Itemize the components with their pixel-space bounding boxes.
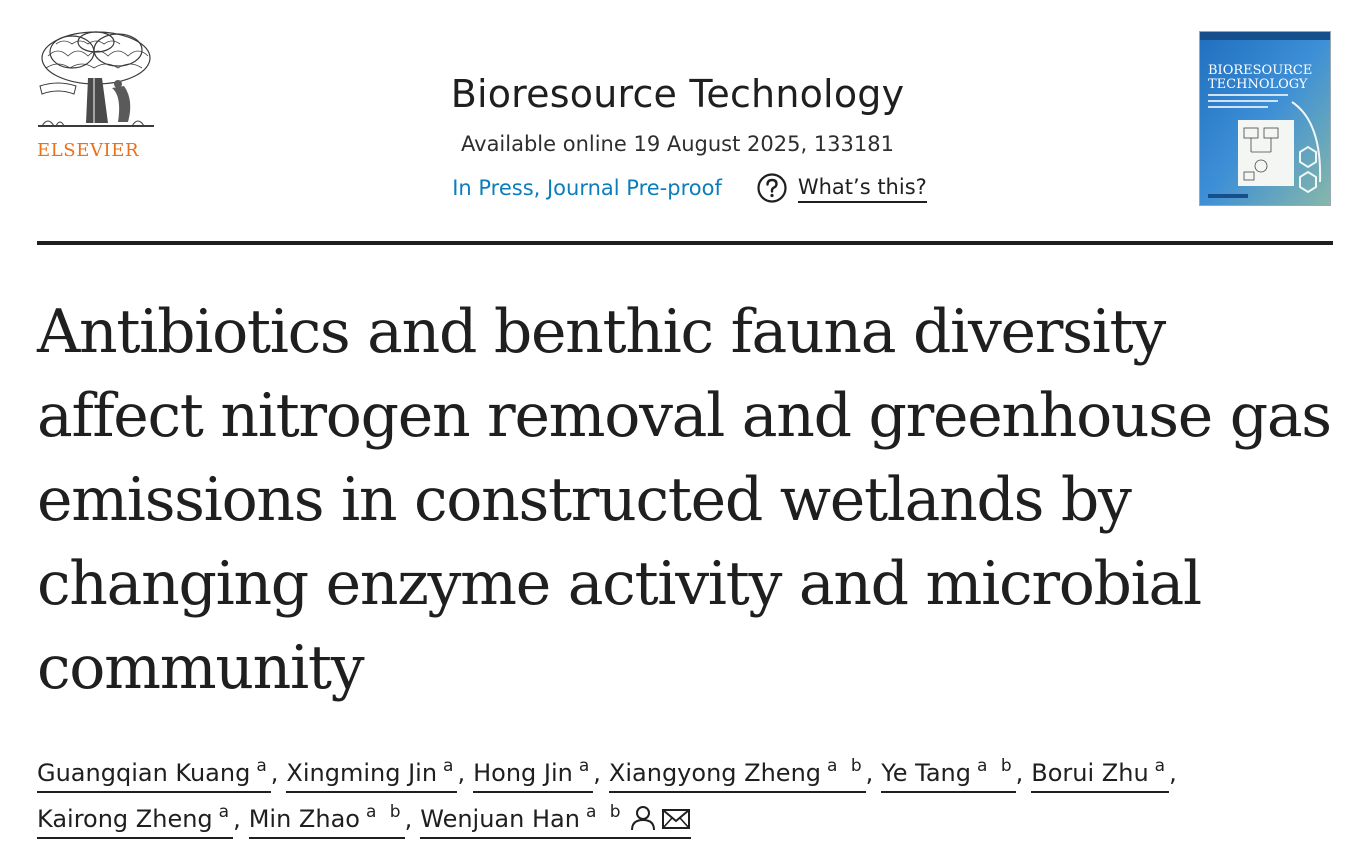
author-separator: , (865, 759, 874, 787)
author-link[interactable] (249, 802, 405, 839)
author-name: Min Zhao (248, 805, 360, 833)
article-title-line: changing enzyme activity and microbial (37, 549, 1201, 619)
available-online-text: Available online 19 August 2025, 133181 (461, 132, 894, 156)
corresponding-author-link[interactable] (420, 802, 690, 839)
article-title-line: affect nitrogen removal and greenhouse gas (37, 381, 1331, 451)
author-line (37, 796, 1337, 842)
author-separator: , (270, 759, 279, 787)
question-circle-icon (756, 172, 788, 204)
author-affiliation: a b (977, 756, 1016, 776)
article-title-line: Antibiotics and benthic fauna diversity (37, 297, 1165, 367)
author-affiliation: a b (585, 802, 625, 822)
cover-title-line1: BIORESOURCE (1208, 63, 1313, 78)
author-name: Hong Jin (473, 759, 573, 787)
author-name: Kairong Zheng (37, 805, 213, 833)
cover-title-line2: TECHNOLOGY (1208, 77, 1308, 92)
author-separator: , (404, 805, 413, 833)
author-line (37, 750, 1337, 796)
article-title-line: community (37, 633, 364, 703)
author-link[interactable] (286, 756, 457, 793)
journal-cover-art (1200, 32, 1330, 205)
author-link[interactable] (609, 756, 866, 793)
whats-this-button[interactable] (756, 172, 927, 204)
author-affiliation: a (218, 802, 234, 822)
person-icon (629, 805, 657, 831)
envelope-icon (661, 807, 691, 831)
author-separator: , (233, 805, 241, 833)
article-title (37, 290, 1337, 710)
author-name: Wenjuan Han (420, 805, 580, 833)
publisher-name: ELSEVIER (37, 140, 140, 161)
author-affiliation: a (443, 756, 458, 776)
author-affiliation: a (256, 756, 271, 776)
author-link[interactable] (473, 756, 593, 793)
author-affiliation: a (578, 756, 594, 776)
author-separator: , (593, 759, 601, 787)
author-name: Xingming Jin (286, 759, 438, 787)
author-separator: , (457, 759, 466, 787)
author-name: Guangqian Kuang (37, 759, 251, 787)
journal-header (300, 68, 1055, 204)
author-affiliation: a b (365, 802, 405, 822)
author-separator: , (1015, 759, 1024, 787)
article-title-line: emissions in constructed wetlands by (37, 465, 1131, 535)
author-name: Xiangyong Zheng (608, 759, 822, 787)
author-list (37, 750, 1337, 842)
author-name: Borui Zhu (1031, 759, 1149, 787)
journal-title-link[interactable]: Bioresource Technology (450, 72, 905, 116)
journal-cover-image[interactable] (1199, 31, 1331, 206)
article-status-row (312, 172, 1067, 204)
author-link[interactable] (37, 802, 233, 839)
author-separator: , (1169, 759, 1177, 787)
header-divider (37, 241, 1333, 245)
author-link[interactable] (881, 756, 1015, 793)
author-name: Ye Tang (881, 759, 971, 787)
elsevier-tree-logo-icon (36, 28, 156, 138)
author-affiliation: a b (827, 756, 866, 776)
in-press-link[interactable]: In Press, Journal Pre-proof (452, 176, 722, 200)
author-link[interactable] (37, 756, 271, 793)
author-link[interactable] (1031, 756, 1169, 793)
whats-this-label: What’s this? (798, 174, 927, 203)
author-affiliation: a (1154, 756, 1170, 776)
